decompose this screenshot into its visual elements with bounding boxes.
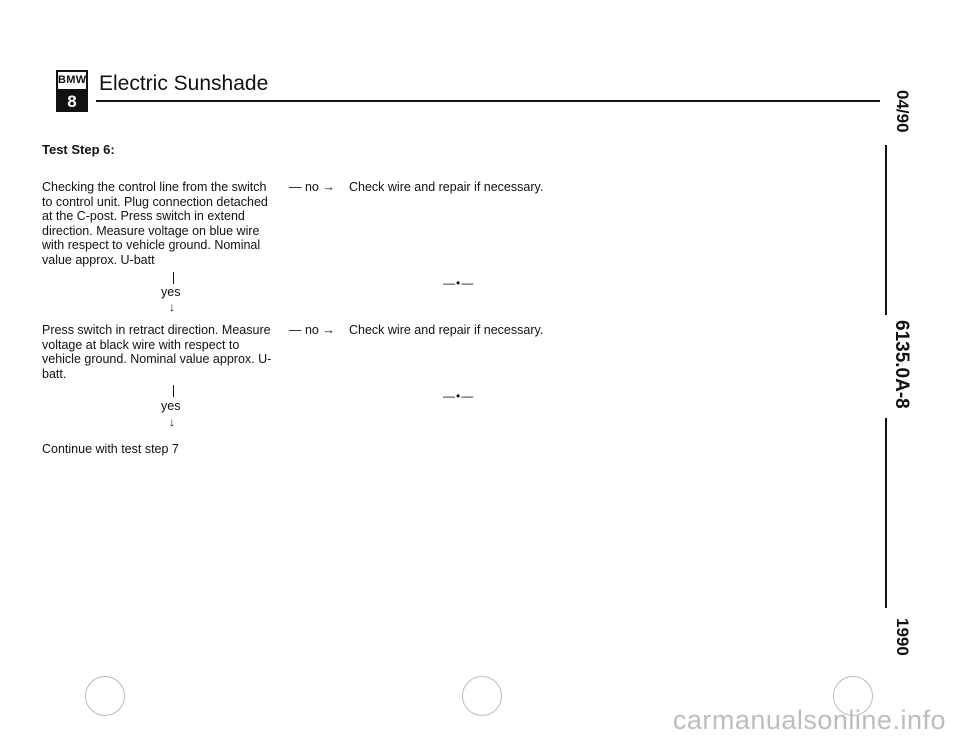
step-instruction-1: Checking the control line from the switch to control unit. Plug connection detached at the C-post. Press switch in extend direction. Measure voltage on blue wire with respect to vehicle ground. Nominal value approx. U-batt — [42, 180, 268, 267]
down-arrow-icon: ↓ — [169, 415, 175, 429]
binder-hole-center — [462, 676, 502, 716]
yes-label-2: yes — [161, 399, 181, 413]
yes-label-1: yes — [161, 285, 181, 299]
page-title: Electric Sunshade — [99, 72, 269, 95]
header-divider — [96, 100, 880, 102]
yes-connector-1 — [173, 272, 174, 284]
continue-instruction: Continue with test step 7 — [42, 442, 179, 456]
side-rule-1 — [885, 145, 887, 315]
no-branch-response-1: Check wire and repair if necessary. — [349, 180, 544, 194]
down-arrow-icon: ↓ — [169, 300, 175, 314]
yes-connector-2 — [173, 385, 174, 397]
bmw-8-logo — [56, 70, 88, 112]
side-year-label: 1990 — [893, 618, 912, 656]
no-branch-response-2: Check wire and repair if necessary. — [349, 323, 544, 337]
side-rule-2 — [885, 418, 887, 608]
side-date-label: 04/90 — [893, 90, 912, 133]
no-branch-label-2: — no → — [289, 323, 335, 337]
no-branch-label-1: — no → — [289, 180, 335, 194]
logo-series-number: 8 — [58, 91, 86, 110]
separator-2: —•— — [443, 389, 475, 403]
separator-1: —•— — [443, 276, 475, 290]
watermark-text: carmanualsonline.info — [672, 705, 946, 735]
step-instruction-2: Press switch in retract direction. Measure voltage at black wire with respect to vehicle ground. Nominal value approx. U-batt. — [42, 323, 272, 381]
binder-hole-left — [85, 676, 125, 716]
logo-brand-text: BMW — [58, 72, 86, 91]
side-doc-number: 6135.0A-8 — [891, 320, 912, 409]
test-step-title: Test Step 6: — [42, 142, 115, 157]
